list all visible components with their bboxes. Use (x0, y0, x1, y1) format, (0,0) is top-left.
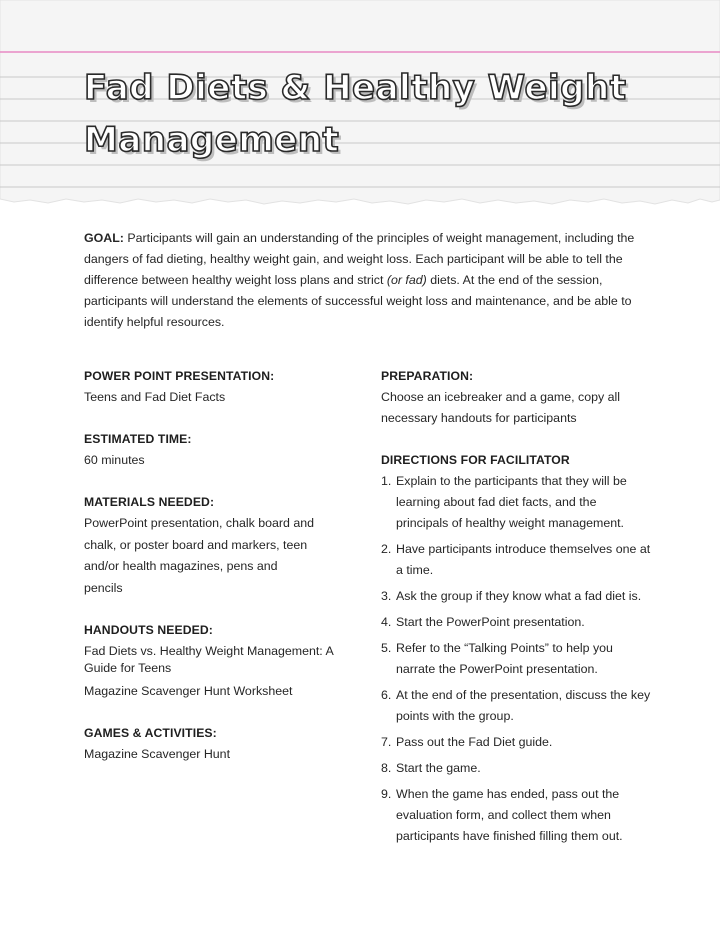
estimated-time-heading: ESTIMATED TIME: (84, 432, 192, 446)
materials-section (84, 492, 354, 599)
directions-heading: DIRECTIONS FOR FACILITATOR (381, 453, 570, 467)
direction-step (381, 612, 651, 633)
step-text: Start the game. (396, 761, 481, 775)
step-number: 9. (381, 787, 392, 801)
step-text: Explain to the participants that they will be learning about fad diet facts, and the principals of healthy weight management. (396, 474, 627, 530)
direction-step (381, 758, 651, 779)
materials-heading: MATERIALS NEEDED: (84, 495, 215, 509)
direction-step (381, 638, 651, 680)
step-number: 8. (381, 761, 392, 775)
step-number: 7. (381, 735, 392, 749)
notebook-paper-header (0, 0, 720, 215)
goal-text-end: diets. At the end of the session, participants will understand the elements of successful weight loss and maintenance, and be able to identify helpful resources. (84, 273, 632, 329)
left-column (84, 366, 354, 786)
direction-step (381, 539, 651, 581)
step-text: Ask the group if they know what a fad diet is. (396, 589, 642, 603)
step-text: Refer to the “Talking Points” to help you narrate the PowerPoint presentation. (396, 641, 613, 676)
step-number: 2. (381, 542, 392, 556)
directions-list (381, 471, 651, 847)
estimated-time-section (84, 429, 354, 471)
step-text: At the end of the presentation, discuss the key points with the group. (396, 688, 651, 723)
estimated-time-value: 60 minutes (84, 453, 145, 467)
step-number: 1. (381, 474, 392, 488)
step-text: Start the PowerPoint presentation. (396, 615, 585, 629)
directions-section (381, 450, 651, 847)
handouts-heading: HANDOUTS NEEDED: (84, 623, 213, 637)
step-text: Have participants introduce themselves one at a time. (396, 542, 651, 577)
step-text: Pass out the Fad Diet guide. (396, 735, 553, 749)
materials-list: PowerPoint presentation, chalk board and chalk, or poster board and markers, teen and/or health magazines, pens and pencils (84, 516, 315, 595)
goal-paragraph (84, 228, 644, 333)
powerpoint-title: Teens and Fad Diet Facts (84, 390, 226, 404)
direction-step (381, 732, 651, 753)
right-column (381, 366, 651, 868)
step-number: 6. (381, 688, 392, 702)
direction-step (381, 471, 651, 534)
handouts-section (84, 620, 354, 702)
games-item: Magazine Scavenger Hunt (84, 747, 231, 761)
goal-text-start: Participants will gain an understanding of the principles of weight management, including the dangers of fad dieting, healthy weight gain, and weight loss. Each participant will be able to tell the difference between healthy weight loss plans and strict (84, 231, 635, 287)
preparation-text: Choose an icebreaker and a game, copy all necessary handouts for participants (381, 390, 621, 425)
step-number: 3. (381, 589, 392, 603)
preparation-heading: PREPARATION: (381, 369, 474, 383)
direction-step (381, 784, 651, 847)
step-number: 5. (381, 641, 392, 655)
games-heading: GAMES & ACTIVITIES: (84, 726, 217, 740)
step-text: When the game has ended, pass out the evaluation form, and collect them when participants have finished filling them out. (396, 787, 623, 843)
step-number: 4. (381, 615, 392, 629)
direction-step (381, 685, 651, 727)
preparation-section (381, 366, 651, 429)
goal-label: GOAL: (84, 231, 124, 245)
goal-emphasis: (or fad) (386, 273, 427, 287)
handout-item: Fad Diets vs. Healthy Weight Management: A Guide for Teens (84, 644, 334, 675)
games-section (84, 723, 354, 765)
page-title: Fad Diets & Healthy Weight Management (84, 68, 627, 160)
direction-step (381, 586, 651, 607)
powerpoint-heading: POWER POINT PRESENTATION: (84, 369, 275, 383)
handout-item: Magazine Scavenger Hunt Worksheet (84, 684, 293, 698)
powerpoint-section (84, 366, 354, 408)
